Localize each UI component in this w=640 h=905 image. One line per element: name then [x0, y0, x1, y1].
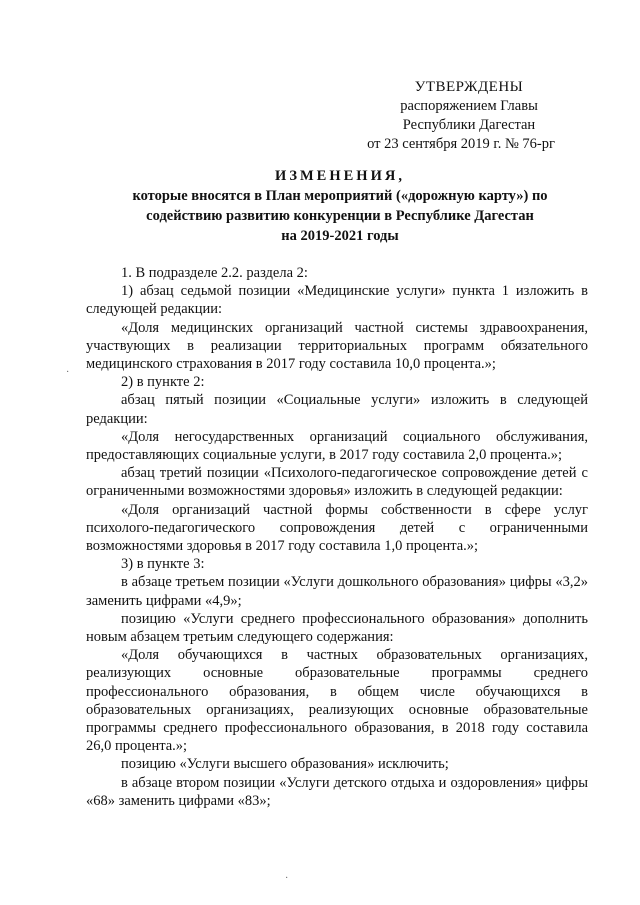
paragraph: «Доля негосударственных организаций социального обслуживания, предоставляющих социальные услуги, в 2017 году составила 2,0 процента.»; [86, 428, 588, 464]
paragraph: «Доля обучающихся в частных образовательных организациях, реализующих основные образовательные программы среднего профессионального образования, в общем числе обучающихся в образовательных организациях, реализующих основные образовательные программы среднего профессионального образования, в 2018 году составила 26,0 процента.»; [86, 647, 588, 755]
scan-speck: · [66, 367, 70, 378]
paragraph: в абзаце третьем позиции «Услуги дошкольного образования» цифры «3,2» заменить цифрами «4,9»; [86, 574, 588, 609]
paragraph: абзац третий позиции «Психолого-педагогическое сопровождение детей с ограниченными возможностями здоровья» изложить в следующей редакции: [86, 465, 588, 500]
paragraph: 2) в пункте 2: [121, 374, 205, 391]
paragraph: позицию «Услуги среднего профессионального образования» дополнить новым абзацем третьим следующего содержания: [86, 610, 588, 646]
approval-issuer: распоряжением Главы [400, 98, 538, 114]
scan-speck: · [285, 873, 289, 884]
paragraph: абзац пятый позиции «Социальные услуги» изложить в следующей редакции: [86, 392, 588, 427]
title-line-1: которые вносятся в План мероприятий («дорожную карту») по [132, 188, 548, 204]
title-line-3: на 2019-2021 годы [281, 228, 399, 244]
paragraph: позицию «Услуги высшего образования» исключить; [121, 756, 449, 773]
title-line-2: содействию развитию конкуренции в Республике Дагестан [146, 208, 534, 224]
approval-date: от 23 сентября 2019 г. № 76-рг [367, 136, 555, 152]
approval-heading: УТВЕРЖДЕНЫ [414, 79, 524, 95]
paragraph: «Доля медицинских организаций частной системы здравоохранения, участвующих в реализации территориальных программ обязательного медицинского страхования в 2017 году составила 10,0 процента.»; [86, 319, 588, 373]
approval-stamp [354, 78, 584, 154]
paragraph: 1) абзац седьмой позиции «Медицинские услуги» пункта 1 изложить в следующей редакции: [86, 283, 588, 318]
title-heading: ИЗМЕНЕНИЯ, [275, 168, 405, 184]
paragraph: в абзаце втором позиции «Услуги детского отдыха и оздоровления» цифры «68» заменить цифрами «83»; [86, 774, 588, 809]
paragraph: «Доля организаций частной формы собственности в сфере услуг психолого-педагогического сопровождения детей с ограниченными возможностями здоровья в 2017 году составила 1,0 процента.»; [86, 501, 588, 555]
document-title [80, 166, 600, 246]
document-body [86, 264, 588, 810]
paragraph: 1. В подразделе 2.2. раздела 2: [121, 265, 308, 281]
approval-region: Республики Дагестан [402, 117, 536, 133]
paragraph: 3) в пункте 3: [121, 556, 205, 573]
